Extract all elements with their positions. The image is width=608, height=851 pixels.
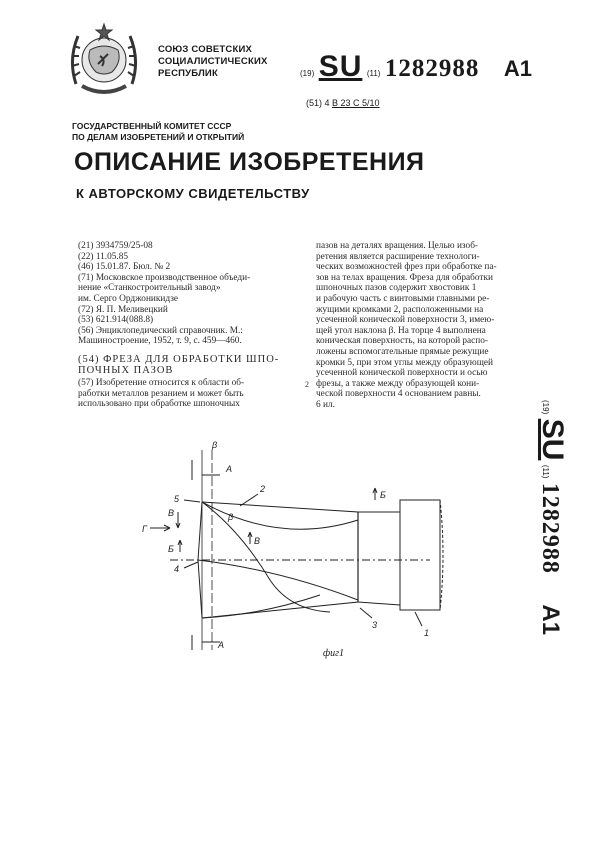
label-A-bottom: А bbox=[218, 640, 225, 650]
abstract-line: ретения является расширение технологи- bbox=[316, 251, 480, 262]
kind-code: А1 bbox=[503, 56, 532, 81]
kind-code: А1 bbox=[537, 604, 564, 636]
label-5: 5 bbox=[174, 494, 180, 504]
label-1: 1 bbox=[424, 628, 430, 638]
inid-11: (11) bbox=[366, 69, 381, 78]
line-number-marker: 2 bbox=[305, 380, 309, 389]
abstract-line: пазов на деталях вращения. Целью изоб- bbox=[316, 241, 479, 251]
invention-title-line: ПОЧНЫХ ПАЗОВ bbox=[78, 365, 174, 376]
biblio-line: (46) 15.01.87. Бюл. № 2 bbox=[78, 262, 171, 273]
committee-line: ПО ДЕЛАМ ИЗОБРЕТЕНИЙ И ОТКРЫТИЙ bbox=[72, 132, 245, 142]
biblio-line: Машиностроение, 1952, т. 9, с. 459—460. bbox=[78, 336, 242, 347]
right-column bbox=[316, 241, 538, 411]
abstract-line: ческой поверхности 4 основанием равны. bbox=[316, 389, 481, 400]
biblio-line: им. Серго Орджоникидзе bbox=[78, 293, 179, 304]
country-line: СОЮЗ СОВЕТСКИХ bbox=[158, 44, 253, 55]
country-code: SU bbox=[318, 50, 363, 83]
country-line: СОЦИАЛИСТИЧЕСКИХ bbox=[158, 56, 268, 67]
label-beta-mid: β bbox=[228, 512, 234, 522]
label-B-left: Б bbox=[168, 544, 174, 554]
country-line: РЕСПУБЛИК bbox=[158, 68, 218, 79]
abstract-line: коническая поверхность, на которой распо- bbox=[316, 336, 489, 347]
abstract-line: щей угол наклона β. На торце 4 выполнена bbox=[316, 325, 486, 336]
abstract-line: ческих возможностей фрез при обработке па- bbox=[316, 262, 497, 273]
abstract-line: ложены вспомогательные прямые режущие bbox=[316, 346, 489, 357]
label-2: 2 bbox=[260, 484, 266, 494]
label-3: 3 bbox=[372, 620, 378, 630]
abstract-line: 6 ил. bbox=[316, 399, 335, 410]
inid-19: (19) bbox=[541, 400, 550, 415]
inid-11: (11) bbox=[541, 464, 550, 479]
committee-name bbox=[72, 121, 244, 143]
label-V-left: В bbox=[168, 508, 175, 518]
biblio-line: (71) Московское производственное объеди- bbox=[78, 272, 251, 283]
abstract-line: и рабочую часть с винтовыми главными ре- bbox=[316, 293, 490, 304]
left-column bbox=[78, 241, 300, 410]
biblio-line: (72) Я. П. Меливецкий bbox=[78, 304, 168, 315]
figure-caption: фиг1 bbox=[323, 648, 345, 659]
milling-cutter-drawing bbox=[130, 440, 450, 660]
ipc-classification bbox=[306, 98, 380, 108]
country-code: SU bbox=[536, 418, 569, 461]
biblio-line: (56) Энциклопедический справочник. М.: bbox=[78, 325, 243, 336]
country-name bbox=[158, 44, 268, 80]
abstract-line: усеченной конической поверхности и осью bbox=[316, 368, 488, 379]
abstract-line: шпоночных пазов содержит хвостовик 1 bbox=[316, 283, 477, 294]
ipc-code: (51) 4 bbox=[306, 98, 330, 108]
invention-title-line: (54) ФРЕЗА ДЛЯ ОБРАБОТКИ ШПО- bbox=[78, 354, 280, 365]
biblio-line: (21) 3934759/25-08 bbox=[78, 241, 153, 251]
biblio-line: нение «Станкостроительный завод» bbox=[78, 283, 221, 294]
label-beta-top: β bbox=[212, 440, 218, 450]
patent-number: 1282988 bbox=[384, 55, 480, 82]
abstract-line: усеченной конической поверхности 3, имею- bbox=[316, 315, 495, 326]
committee-line: ГОСУДАРСТВЕННЫЙ КОМИТЕТ СССР bbox=[72, 121, 232, 131]
ipc-class: В 23 С 5/10 bbox=[332, 98, 380, 108]
label-V-right: В bbox=[254, 536, 261, 546]
abstract-line: работки металлов резанием и может быть bbox=[78, 388, 244, 399]
biblio-line: (53) 621.914(088.8) bbox=[78, 315, 154, 326]
ussr-emblem-icon bbox=[62, 20, 146, 100]
abstract-line: зов на телах вращения. Фреза для обработки bbox=[316, 272, 493, 283]
cutting-edge bbox=[202, 502, 358, 529]
abstract-line: (57) Изобретение относится к области об- bbox=[78, 378, 245, 389]
patent-number: 1282988 bbox=[537, 482, 563, 574]
abstract-line: фрезы, а также между образующей кони- bbox=[316, 378, 480, 389]
label-A-top: А bbox=[226, 464, 233, 474]
inid-19: (19) bbox=[300, 69, 315, 78]
document-title: ОПИСАНИЕ ИЗОБРЕТЕНИЯ bbox=[74, 148, 425, 176]
abstract-line: жущими кромками 2, расположенными на bbox=[316, 304, 484, 315]
shank bbox=[400, 500, 440, 610]
abstract-line: использовано при обработке шпоночных bbox=[78, 399, 240, 410]
label-B-right: Б bbox=[380, 490, 386, 500]
document-subtitle: К АВТОРСКОМУ СВИДЕТЕЛЬСТВУ bbox=[76, 186, 310, 201]
label-4: 4 bbox=[174, 564, 180, 574]
abstract-line: кромки 5, при этом углы между образующей bbox=[316, 357, 493, 368]
side-publication-number bbox=[536, 400, 594, 690]
publication-number bbox=[300, 50, 532, 84]
biblio-line: (22) 11.05.85 bbox=[78, 251, 129, 262]
label-G: Г bbox=[142, 524, 147, 534]
